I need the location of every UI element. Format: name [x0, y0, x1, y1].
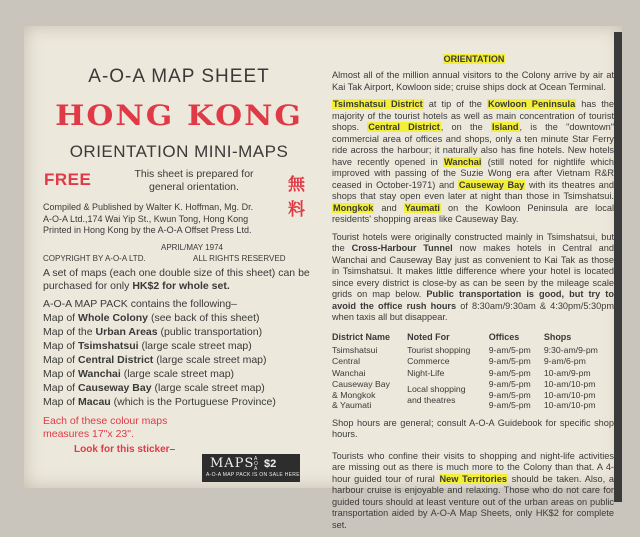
list-item: Map of Whole Colony (see back of this sheet) [43, 311, 260, 324]
shop-hours-note: Shop hours are general; consult A-O-A Guidebook for specific shop hours. [332, 417, 614, 439]
map-pack-sticker [202, 454, 300, 482]
colour-note: Each of these colour maps measures 17"x 23". [43, 414, 168, 440]
city-title: HONG KONG [55, 99, 303, 133]
sticker-caption: A-O-A MAP PACK IS ON SALE HERE [206, 472, 300, 478]
sheet-title: A-O-A MAP SHEET [88, 66, 270, 87]
subtitle: ORIENTATION MINI-MAPS [69, 142, 289, 161]
paragraph-tours: Tourists who confine their visits to shopping and night-life activities are missing out as there is much more to the Colony than that. A 4-hour guided tour of rural New Territories should be taken. Also, a harbour cruise is enjoyable and relaxing. Those who do not care for guided tours should at least venture out of the urban areas on public transportation aided by A-O-A Map Sheets, only HK$2 for complete set. [332, 450, 614, 530]
map-sheet [24, 26, 622, 530]
list-item: Map of the Urban Areas (public transportation) [43, 325, 263, 338]
table-header: District Name Noted For Offices Shops [332, 331, 572, 342]
set-offer-text: A set of maps (each one double size of this sheet) can be purchased for only [43, 266, 310, 292]
sticker-price: $2 [264, 458, 277, 470]
left-panel [34, 36, 324, 456]
publisher-line: A-O-A Ltd.,174 Wai Yip St., Kwun Tong, Hong Kong [43, 213, 249, 224]
rights-reserved: ALL RIGHTS RESERVED [193, 253, 286, 263]
chinese-free-label: 無 料 [288, 175, 305, 219]
publisher-line: Compiled & Published by Walter K. Hoffman, Mg. Dr. [43, 202, 254, 212]
sticker-prompt: Look for this sticker– [74, 443, 176, 455]
table-row: Tsimshatsui Tourist shopping 9-am/5-pm 9:30-am/9-pm [332, 344, 598, 355]
publisher-line: Printed in Hong Kong by the A-O-A Offset Press Ltd. [43, 225, 252, 235]
copyright: COPYRIGHT BY A-O-A LTD. [43, 253, 146, 263]
table-row: Causeway Bay & Mongkok & Yaumati Local shopping and theatres 9-am/5-pm 9-am/5-pm 9-am/5-pm 10-am/10-pm 10-am/10-pm 10-am/10-pm [332, 379, 596, 410]
set-offer-price: HK$2 for whole set. [132, 279, 230, 292]
district-table [332, 332, 614, 412]
paragraph-arrival: Almost all of the million annual visitors to the Colony arrive by air at Kai Tak Airport, Kowloon side; cruise ships dock at Ocean Terminal. [332, 70, 614, 92]
list-item: Map of Central District (large scale street map) [43, 353, 267, 366]
sticker-aoa: A O A [254, 456, 258, 472]
list-item: Map of Wanchai (large scale street map) [43, 367, 235, 380]
table-row: Wanchai Night-Life 9-am/5-pm 10-am/9-pm [332, 367, 591, 378]
paragraph-districts: Tsimshatsui District at tip of the Kowloon Peninsula has the majority of the tourist hotels as well as main concentration of tourist shops. Central District, on the Island, is the "downtown" commercial area of offices and shops, only a ten minute Star Ferry ride across the harbour; it naturally also has fine hotels. New hotels have recently opened in Wanchai (still noted for nightlife which improved with passing of the Suzie Wong era after Vietnam R&R ceased in October-1971) and Causeway Bay with its theatres and shops that stay open even later at night than those in Tsimshatsui. Mongkok and Yaumati on the Kowloon Peninsula are local residents' shopping areas like Causeway Bay. [332, 99, 615, 224]
table-row: Central Commerce 9-am/5-pm 9-am/6-pm [332, 356, 586, 366]
issue-date: APRIL/MAY 1974 [161, 242, 223, 252]
map-pack-intro: A-O-A MAP PACK contains the following– [43, 297, 237, 310]
orientation-heading: ORIENTATION [443, 54, 505, 64]
publisher-info [43, 202, 324, 237]
date-copyright [43, 243, 324, 267]
set-offer [43, 267, 324, 293]
list-item: Map of Causeway Bay (large scale street map) [43, 381, 265, 394]
prepared-note: This sheet is prepared for general orientation. [134, 168, 254, 193]
map-pack-list [43, 297, 324, 409]
list-item: Map of Macau (which is the Portuguese Province) [43, 395, 276, 408]
sheet-edge [614, 32, 622, 502]
paragraph-hotels: Tourist hotels were originally constructed mainly in Tsimshatsui, but the Cross-Harbour Tunnel now makes hotels in Central and Wanchai and Causeway Bay just as convenient to Kai Tak as those in Tsimshatsui. It makes little difference where your hotel is located since every district is close-by as can be seen by the mileage scale grids on map below. Public transportation is good, but try to avoid the office rush hours of 8:30am/9:30am & 4:30pm/5:30pm when taxis all but disappear. [332, 231, 615, 322]
sticker-maps: MAPS [210, 456, 255, 471]
list-item: Map of Tsimshatsui (large scale street map) [43, 339, 252, 352]
right-panel [328, 26, 620, 537]
free-label: FREE [44, 170, 92, 189]
